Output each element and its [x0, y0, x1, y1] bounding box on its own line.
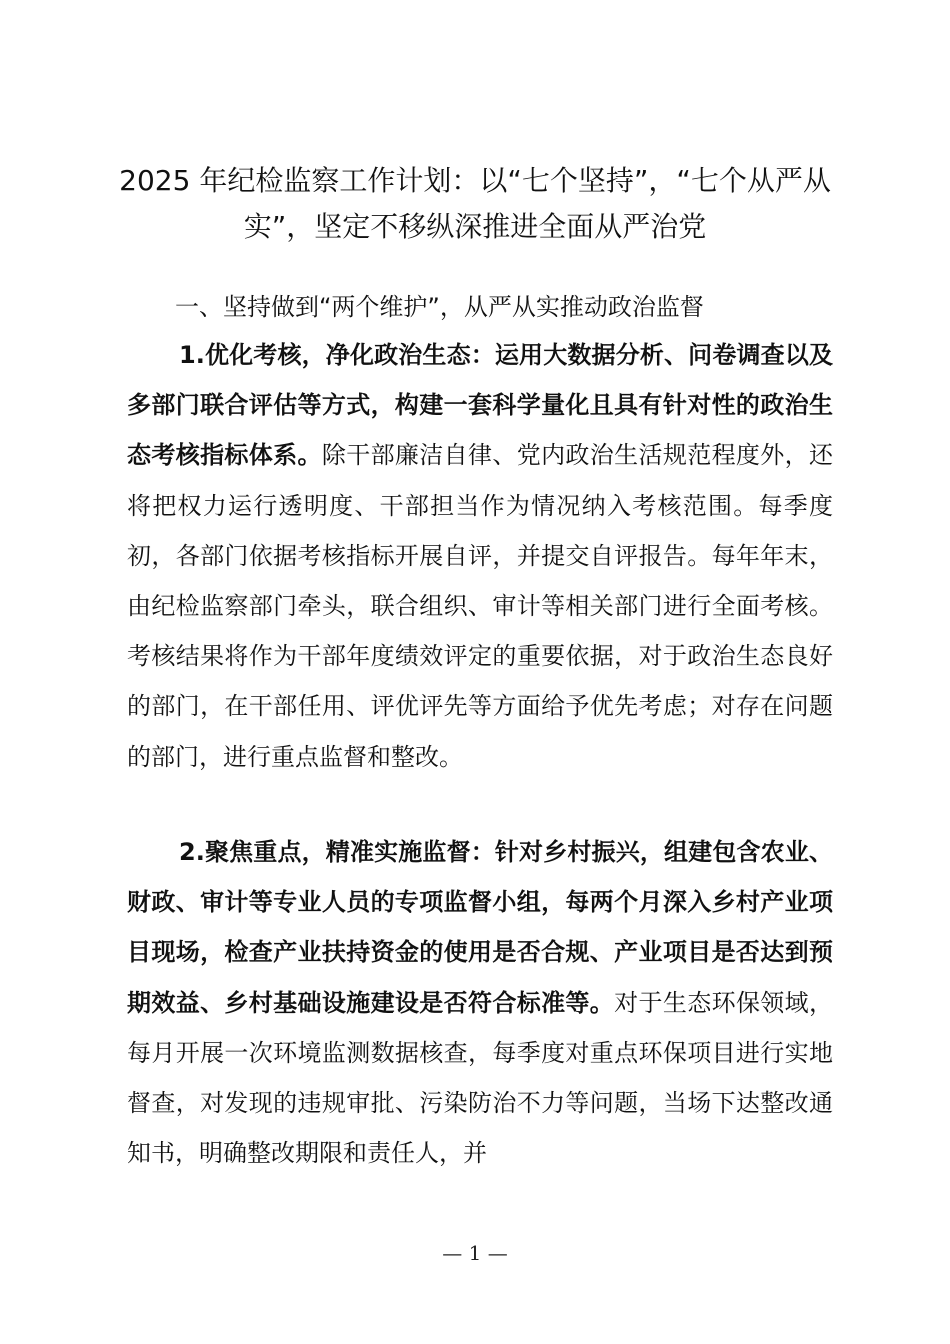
section-heading: 一、坚持做到“两个维护”，从严从实推动政治监督: [175, 293, 704, 321]
paragraph-2-lead: 2.聚焦重点，精准实施监督：针对乡村振兴，组建包含农业、财政、审计等专业人员的专项监督小组，每两个月深入乡村产业项目现场，检查产业扶持资金的使用是否合规、产业项目是否达到预期效益、乡村基础设施建设是否符合标准等。: [127, 838, 833, 1017]
paragraph-2-body: 对于生态环保领域，每月开展一次环境监测数据核查，每季度对重点环保项目进行实地督查，对发现的违规审批、污染防治不力等问题，当场下达整改通知书，明确整改期限和责任人，并: [127, 988, 834, 1168]
paragraph-1-body: 除干部廉洁自律、党内政治生活规范程度外，还将把权力运行透明度、干部担当作为情况纳入考核范围。每季度初，各部门依据考核指标开展自评，并提交自评报告。每年年末，由纪检监察部门牵头，联合组织、审计等相关部门进行全面考核。考核结果将作为干部年度绩效评定的重要依据，对于政治生态良好的部门，在干部任用、评优评先等方面给予优先考虑；对存在问题的部门，进行重点监督和整改。: [127, 441, 834, 771]
document-title: 2025 年纪检监察工作计划：以“七个坚持”，“七个从严从实”，坚定不移纵深推进全面从严治党: [119, 164, 831, 243]
paragraph-1: [127, 330, 833, 782]
page-number: — 1 —: [442, 1241, 508, 1265]
paragraph-2: [127, 827, 833, 1178]
paragraph-1-lead: 1.优化考核，净化政治生态：运用大数据分析、问卷调查以及多部门联合评估等方式，构建一套科学量化且具有针对性的政治生态考核指标体系。: [127, 341, 833, 470]
